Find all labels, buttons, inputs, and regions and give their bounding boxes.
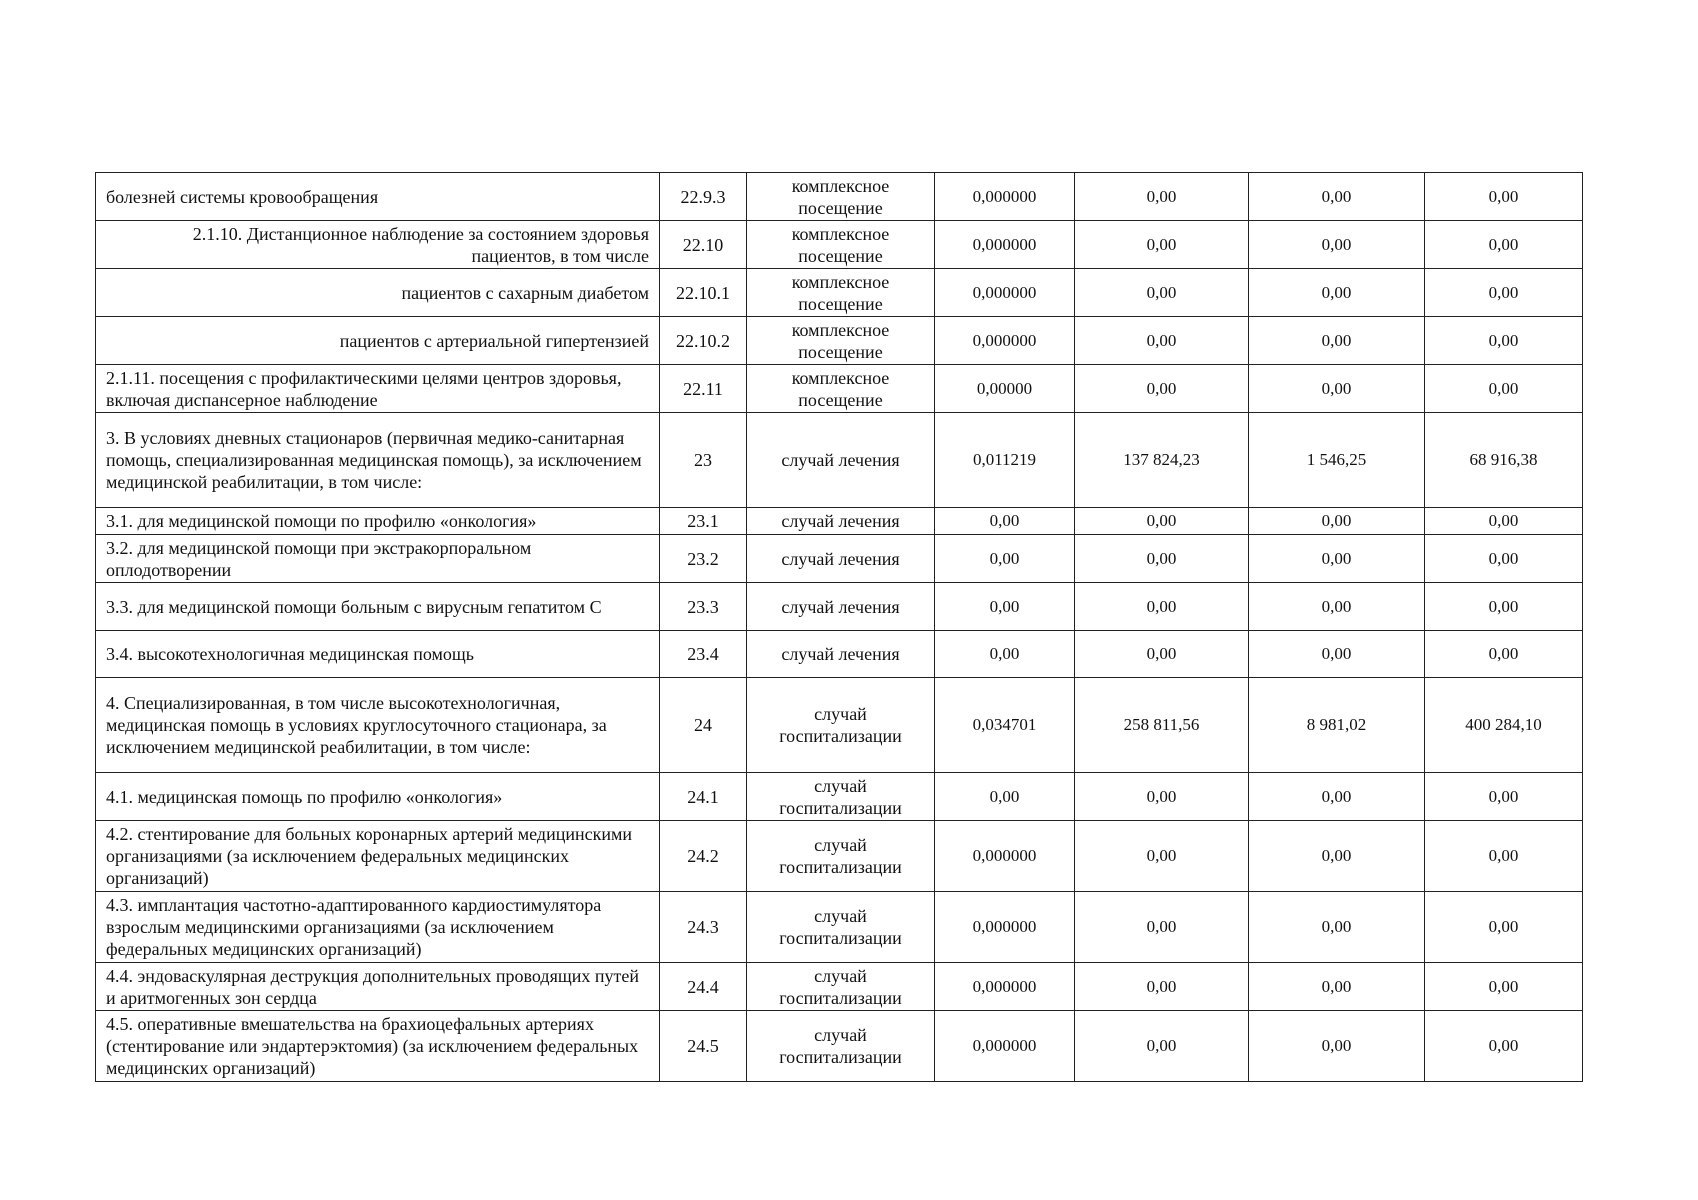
row-code-cell: 24: [660, 678, 747, 773]
row-value-4-cell: 0,00: [1425, 892, 1583, 963]
row-value-2-cell: 0,00: [1075, 1011, 1249, 1082]
row-value-3-cell: 0,00: [1249, 221, 1425, 269]
row-value-2-cell: 0,00: [1075, 773, 1249, 821]
row-value-2-cell: 0,00: [1075, 173, 1249, 221]
row-unit-cell: комплексное посещение: [747, 221, 935, 269]
row-value-1-cell: 0,000000: [935, 963, 1075, 1011]
row-value-1-cell: 0,00: [935, 583, 1075, 631]
table-row: [96, 508, 1583, 535]
row-unit-cell: случай госпитализации: [747, 773, 935, 821]
row-value-2-cell: 0,00: [1075, 508, 1249, 535]
table-row: [96, 773, 1583, 821]
row-value-4-cell: 0,00: [1425, 821, 1583, 892]
row-value-4-cell: 0,00: [1425, 535, 1583, 583]
row-value-2-cell: 0,00: [1075, 269, 1249, 317]
table-row: [96, 317, 1583, 365]
row-value-1-cell: 0,000000: [935, 1011, 1075, 1082]
row-value-3-cell: 8 981,02: [1249, 678, 1425, 773]
row-value-4-cell: 0,00: [1425, 631, 1583, 678]
row-unit-cell: случай госпитализации: [747, 1011, 935, 1082]
row-value-3-cell: 0,00: [1249, 365, 1425, 413]
row-name-cell: 2.1.10. Дистанционное наблюдение за состоянием здоровья пациентов, в том числе: [96, 221, 660, 269]
row-value-3-cell: 0,00: [1249, 821, 1425, 892]
row-name-cell: 3. В условиях дневных стационаров (первичная медико-санитарная помощь, специализированная медицинская помощь), за исключением медицинской реабилитации, в том числе:: [96, 413, 660, 508]
row-value-3-cell: 0,00: [1249, 535, 1425, 583]
row-value-4-cell: 400 284,10: [1425, 678, 1583, 773]
row-unit-cell: комплексное посещение: [747, 173, 935, 221]
row-code-cell: 22.9.3: [660, 173, 747, 221]
row-code-cell: 24.4: [660, 963, 747, 1011]
row-code-cell: 22.10.2: [660, 317, 747, 365]
row-name-cell: 4.4. эндоваскулярная деструкция дополнительных проводящих путей и аритмогенных зон сердца: [96, 963, 660, 1011]
table-row: [96, 269, 1583, 317]
row-unit-cell: случай лечения: [747, 631, 935, 678]
row-value-4-cell: 0,00: [1425, 317, 1583, 365]
row-value-2-cell: 0,00: [1075, 535, 1249, 583]
table-row: [96, 413, 1583, 508]
row-code-cell: 24.3: [660, 892, 747, 963]
row-value-4-cell: 0,00: [1425, 173, 1583, 221]
row-value-1-cell: 0,000000: [935, 821, 1075, 892]
row-unit-cell: случай лечения: [747, 583, 935, 631]
row-code-cell: 23.2: [660, 535, 747, 583]
row-value-1-cell: 0,00: [935, 631, 1075, 678]
row-value-4-cell: 0,00: [1425, 508, 1583, 535]
row-value-2-cell: 0,00: [1075, 631, 1249, 678]
row-unit-cell: комплексное посещение: [747, 365, 935, 413]
row-value-4-cell: 0,00: [1425, 583, 1583, 631]
row-code-cell: 23: [660, 413, 747, 508]
row-value-2-cell: 0,00: [1075, 963, 1249, 1011]
row-value-1-cell: 0,000000: [935, 221, 1075, 269]
row-value-3-cell: 0,00: [1249, 173, 1425, 221]
row-code-cell: 24.5: [660, 1011, 747, 1082]
row-value-3-cell: 0,00: [1249, 631, 1425, 678]
row-code-cell: 24.2: [660, 821, 747, 892]
row-code-cell: 23.4: [660, 631, 747, 678]
row-value-3-cell: 0,00: [1249, 1011, 1425, 1082]
row-name-cell: 3.3. для медицинской помощи больным с вирусным гепатитом С: [96, 583, 660, 631]
row-value-1-cell: 0,000000: [935, 317, 1075, 365]
row-value-2-cell: 0,00: [1075, 365, 1249, 413]
table-row: [96, 963, 1583, 1011]
row-value-2-cell: 0,00: [1075, 583, 1249, 631]
row-value-4-cell: 0,00: [1425, 963, 1583, 1011]
row-name-cell: 4. Специализированная, в том числе высокотехнологичная, медицинская помощь в условиях круглосуточного стационара, за исключением медицинской реабилитации, в том числе:: [96, 678, 660, 773]
row-value-2-cell: 137 824,23: [1075, 413, 1249, 508]
row-value-4-cell: 0,00: [1425, 221, 1583, 269]
table-row: [96, 173, 1583, 221]
row-value-4-cell: 0,00: [1425, 269, 1583, 317]
row-name-cell: 2.1.11. посещения с профилактическими целями центров здоровья, включая диспансерное наблюдение: [96, 365, 660, 413]
table-row: [96, 631, 1583, 678]
row-unit-cell: комплексное посещение: [747, 317, 935, 365]
row-unit-cell: случай госпитализации: [747, 892, 935, 963]
row-value-2-cell: 0,00: [1075, 221, 1249, 269]
table-row: [96, 365, 1583, 413]
row-value-1-cell: 0,00000: [935, 365, 1075, 413]
row-value-4-cell: 68 916,38: [1425, 413, 1583, 508]
row-value-2-cell: 0,00: [1075, 892, 1249, 963]
row-value-3-cell: 0,00: [1249, 269, 1425, 317]
row-value-3-cell: 0,00: [1249, 317, 1425, 365]
row-name-cell: 3.2. для медицинской помощи при экстракорпоральном оплодотворении: [96, 535, 660, 583]
row-value-3-cell: 0,00: [1249, 963, 1425, 1011]
row-value-1-cell: 0,00: [935, 535, 1075, 583]
row-value-1-cell: 0,00: [935, 508, 1075, 535]
row-name-cell: 3.1. для медицинской помощи по профилю «онкология»: [96, 508, 660, 535]
row-unit-cell: случай лечения: [747, 413, 935, 508]
table-row: [96, 821, 1583, 892]
table-row: [96, 1011, 1583, 1082]
row-unit-cell: случай госпитализации: [747, 678, 935, 773]
table-row: [96, 221, 1583, 269]
row-name-cell: 4.3. имплантация частотно-адаптированного кардиостимулятора взрослым медицинскими организациями (за исключением федеральных медицинских организаций): [96, 892, 660, 963]
row-value-1-cell: 0,034701: [935, 678, 1075, 773]
row-unit-cell: случай госпитализации: [747, 821, 935, 892]
row-name-cell: 3.4. высокотехнологичная медицинская помощь: [96, 631, 660, 678]
row-value-3-cell: 0,00: [1249, 773, 1425, 821]
row-code-cell: 22.11: [660, 365, 747, 413]
row-value-1-cell: 0,00: [935, 773, 1075, 821]
row-code-cell: 23.1: [660, 508, 747, 535]
row-name-cell: 4.1. медицинская помощь по профилю «онкология»: [96, 773, 660, 821]
row-code-cell: 23.3: [660, 583, 747, 631]
row-value-3-cell: 1 546,25: [1249, 413, 1425, 508]
row-value-1-cell: 0,011219: [935, 413, 1075, 508]
row-value-3-cell: 0,00: [1249, 583, 1425, 631]
row-value-4-cell: 0,00: [1425, 773, 1583, 821]
row-value-1-cell: 0,000000: [935, 269, 1075, 317]
row-value-1-cell: 0,000000: [935, 892, 1075, 963]
row-value-2-cell: 258 811,56: [1075, 678, 1249, 773]
row-unit-cell: случай госпитализации: [747, 963, 935, 1011]
row-name-cell: болезней системы кровообращения: [96, 173, 660, 221]
table-row: [96, 583, 1583, 631]
data-table: [95, 172, 1583, 1082]
row-name-cell: 4.2. стентирование для больных коронарных артерий медицинскими организациями (за исключением федеральных медицинских организаций): [96, 821, 660, 892]
row-name-cell: пациентов с сахарным диабетом: [96, 269, 660, 317]
row-name-cell: пациентов с артериальной гипертензией: [96, 317, 660, 365]
table-row: [96, 892, 1583, 963]
row-value-2-cell: 0,00: [1075, 821, 1249, 892]
row-value-1-cell: 0,000000: [935, 173, 1075, 221]
row-name-cell: 4.5. оперативные вмешательства на брахиоцефальных артериях (стентирование или эндартерэктомия) (за исключением федеральных медицинских организаций): [96, 1011, 660, 1082]
row-unit-cell: комплексное посещение: [747, 269, 935, 317]
row-value-3-cell: 0,00: [1249, 892, 1425, 963]
row-unit-cell: случай лечения: [747, 535, 935, 583]
table-row: [96, 678, 1583, 773]
row-value-3-cell: 0,00: [1249, 508, 1425, 535]
row-code-cell: 22.10.1: [660, 269, 747, 317]
table-body: [96, 173, 1583, 1082]
row-code-cell: 24.1: [660, 773, 747, 821]
row-value-2-cell: 0,00: [1075, 317, 1249, 365]
row-value-4-cell: 0,00: [1425, 365, 1583, 413]
row-unit-cell: случай лечения: [747, 508, 935, 535]
table-row: [96, 535, 1583, 583]
row-code-cell: 22.10: [660, 221, 747, 269]
row-value-4-cell: 0,00: [1425, 1011, 1583, 1082]
